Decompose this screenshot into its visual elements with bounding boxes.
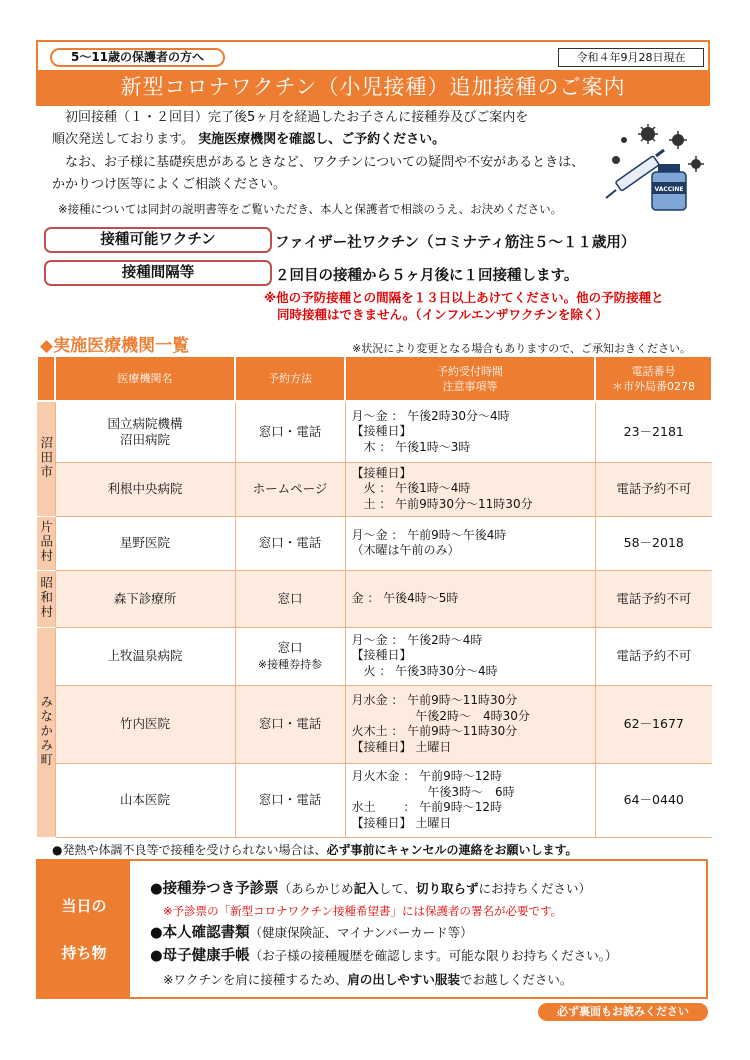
header-hours-2: 注意事項等: [442, 379, 498, 393]
item4-a: ※ワクチンを肩に接種するため、: [163, 972, 348, 987]
intro-line-3: なお、お子様に基礎疾患があるときなど、ワクチンについての疑問や不安があるときは、: [52, 155, 585, 170]
vial-label: VACCINE: [654, 186, 684, 193]
diamond-icon: ◆: [40, 336, 54, 356]
item1-a: （あらかじめ: [278, 881, 354, 896]
interval-label: 接種間隔等: [44, 260, 272, 286]
reservation-method: 窓口・電話: [235, 685, 345, 763]
section-note: ※状況により変更となる場合もありますので、ご承知おきください。: [352, 342, 691, 355]
section-title-text: 実施医療機関一覧: [53, 336, 190, 356]
vaccine-label: 接種可能ワクチン: [44, 227, 272, 253]
bring-item-2: [150, 921, 473, 942]
muni-label: 沼田市: [38, 436, 54, 480]
item1-b: 記入: [353, 881, 379, 896]
intro-note: ※接種については同封の説明書等をご覧いただき、本人と保護者で相談のうえ、お決めください。: [58, 202, 563, 216]
clinic-name: 竹内医院: [55, 685, 235, 763]
phone-number: 64－0440: [595, 763, 712, 837]
clinic-name: 利根中央病院: [55, 462, 235, 516]
table-row: [37, 763, 712, 837]
reservation-method: 窓口: [235, 570, 345, 627]
vaccine-vial-icon: [652, 164, 686, 210]
reservation-hours: 月火木金 ： 午前9時～12時 午後3時～ 6時 水土 ： 午前9時～12時 【接種日】 土曜日: [345, 763, 595, 837]
page-title: 新型コロナワクチン（小児接種）追加接種のご案内: [38, 70, 708, 104]
phone-number: 23－2181: [595, 401, 712, 462]
table-row: [37, 627, 712, 685]
table-row: [37, 401, 712, 462]
clinic-name: 山本医院: [55, 763, 235, 837]
cancel-note-b: 必ず事前にキャンセルの連絡をお願いします。: [326, 843, 578, 857]
item3-text: （お子様の接種履歴を確認します。可能な限りお持ちください。）: [249, 948, 618, 963]
muni-minakami: [37, 627, 55, 837]
bring-item-4: [163, 970, 572, 988]
reservation-hours: 月水金 ： 午前9時～11時30分 午後2時～ 4時30分 火木土 ： 午前9時～11時30分 【接種日】 土曜日: [345, 685, 595, 763]
method-1: 窓口: [277, 639, 303, 655]
item1-title: ●接種券つき予診票: [150, 881, 279, 897]
reservation-method: 窓口・電話: [235, 516, 345, 570]
reservation-method: 窓口・電話: [235, 401, 345, 462]
reservation-hours: 月～金 ： 午後2時～4時 【接種日】 火 ： 午後3時30分～4時: [345, 627, 595, 685]
bring-label-1: 当日の: [61, 897, 107, 915]
header-name: 医療機関名: [55, 356, 235, 401]
date-badge: 令和４年9月28日現在: [558, 48, 704, 67]
table-header-row: [37, 356, 712, 401]
clinic-name: 星野医院: [55, 516, 235, 570]
phone-number: 電話予約不可: [595, 570, 712, 627]
phone-number: 58－2018: [595, 516, 712, 570]
header-phone-1: 電話番号: [631, 364, 676, 378]
bring-items-label: [38, 861, 130, 997]
header-phone-2: ＊市外局番0278: [612, 379, 695, 393]
phone-number: 電話予約不可: [595, 462, 712, 516]
intro-line-4: かかりつけ医等によくご相談ください。: [52, 177, 287, 192]
phone-number: 電話予約不可: [595, 627, 712, 685]
item1-d: 切り取らず: [415, 881, 479, 896]
intro-line-1: 初回接種（１・２回目）完了後5ヶ月を経過したお子さんに接種券及びご案内を: [52, 110, 529, 125]
item4-b: 肩の出しやすい服装: [347, 972, 460, 987]
muni-showa: [37, 570, 55, 627]
intro-line-2-a: 順次発送しております。: [52, 132, 194, 147]
clinic-name: 上牧温泉病院: [55, 627, 235, 685]
muni-label: 片品村: [38, 520, 54, 564]
clinic-name: [55, 401, 235, 462]
item4-c: でお越しください。: [459, 972, 573, 987]
read-reverse-badge: 必ず裏面もお読みください: [538, 1003, 708, 1021]
bring-label-2: 持ち物: [61, 944, 107, 962]
interval-value: ２回目の接種から５ヶ月後に１回接種します。: [275, 268, 579, 284]
reservation-hours: 月～金 ： 午前9時～午後4時 （木曜は午前のみ）: [345, 516, 595, 570]
intro-line-2: [52, 131, 592, 149]
header-hours: [345, 356, 595, 401]
method-2: ※接種券持参: [257, 657, 323, 671]
clinic-name: 森下診療所: [55, 570, 235, 627]
audience-badge: 5～11歳の保護者の方へ: [50, 48, 225, 67]
reservation-method: ホームページ: [235, 462, 345, 516]
table-row: [37, 685, 712, 763]
warning-line-2: 同時接種はできません。（インフルエンザワクチンを除く）: [277, 307, 608, 322]
header-method: 予約方法: [235, 356, 345, 401]
table-row: [37, 570, 712, 627]
warning-line-1: ※他の予防接種との間隔を１３日以上あけてください。他の予防接種と: [264, 290, 664, 305]
muni-label: 昭和村: [38, 575, 54, 620]
cancel-note-a: ●発熱や体調不良等で接種を受けられない場合は、: [52, 843, 327, 857]
item1-c: して、: [378, 881, 416, 896]
reservation-method: [235, 627, 345, 685]
header-muni: [37, 356, 55, 401]
clinic-table: [36, 355, 713, 838]
table-row: [37, 516, 712, 570]
reservation-method: 窓口・電話: [235, 763, 345, 837]
muni-label: みなかみ町: [38, 694, 54, 768]
clinic-name-2: 沼田病院: [119, 431, 170, 447]
bring-item-1: [150, 877, 591, 898]
bring-item-1-note: ※予診票の「新型コロナワクチン接種希望書」には保護者の署名が必要です。: [163, 904, 563, 918]
header-phone: [595, 356, 712, 401]
header-hours-1: 予約受付時間: [437, 364, 503, 378]
clinic-name-1: 国立病院機構: [107, 415, 183, 431]
item2-text: （健康保険証、マイナンバーカード等）: [249, 925, 473, 940]
vaccine-value: ファイザー社ワクチン（コミナティ筋注５～１１歳用）: [275, 235, 636, 251]
item3-title: ●母子健康手帳: [150, 948, 250, 964]
reservation-hours: 月～金 ： 午後2時30分～4時 【接種日】 木 ： 午後1時～3時: [345, 401, 595, 462]
muni-katashina: [37, 516, 55, 570]
reservation-hours: 金 ： 午後4時～5時: [345, 570, 595, 627]
item1-e: にお持ちください）: [478, 881, 591, 896]
reservation-hours: 【接種日】 火 ： 午後1時～4時 土 ： 午前9時30分～11時30分: [345, 462, 595, 516]
section-title: [40, 331, 189, 356]
cancel-note: [52, 841, 578, 858]
intro-line-2-b: 実施医療機関を確認し、ご予約ください。: [198, 132, 446, 147]
vaccine-illustration: [600, 120, 710, 212]
item2-title: ●本人確認書類: [150, 925, 250, 941]
muni-numata: [37, 401, 55, 516]
phone-number: 62－1677: [595, 685, 712, 763]
table-row: [37, 462, 712, 516]
bring-item-3: [150, 944, 617, 965]
